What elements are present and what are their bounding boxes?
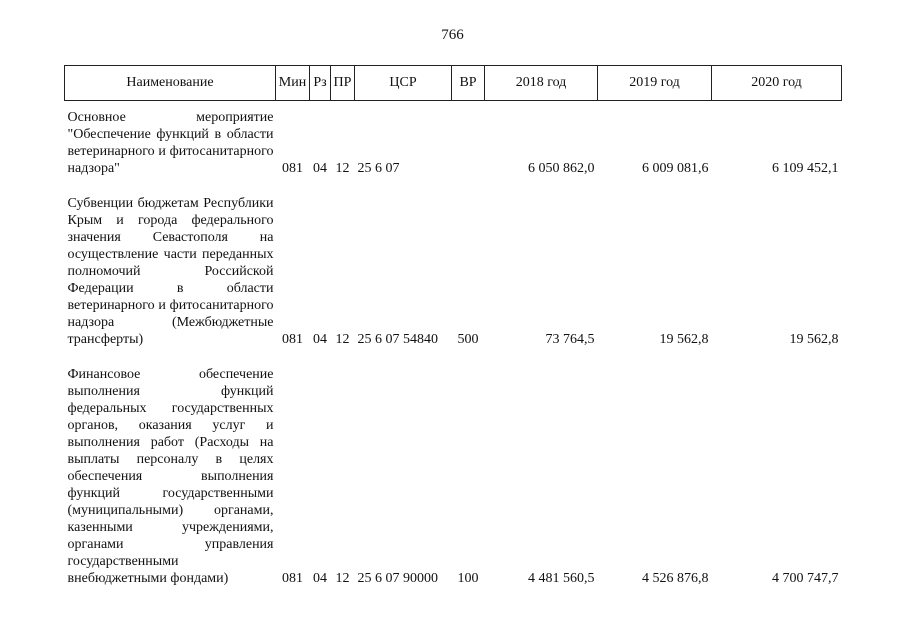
row-min: 081: [282, 161, 303, 176]
row-2019: 6 009 081,6: [642, 161, 709, 176]
row-pr: 12: [335, 332, 350, 347]
row-2019: 4 526 876,8: [642, 571, 709, 586]
header-2019: 2019 год: [598, 66, 712, 101]
row-vr: 500: [457, 332, 479, 347]
page-number: 766: [441, 27, 464, 43]
row-csr: 25 6 07: [357, 161, 400, 176]
row-vr: 100: [457, 571, 479, 586]
table-row: [65, 195, 842, 366]
row-min: 081: [282, 571, 303, 586]
header-vr: ВР: [452, 66, 485, 101]
table-header: [65, 66, 842, 101]
row-2018: 4 481 560,5: [528, 571, 595, 586]
table-row: [65, 366, 842, 587]
row-csr: 25 6 07 54840: [357, 332, 438, 347]
budget-table: [64, 65, 842, 587]
table-row: [65, 101, 842, 196]
header-pr: ПР: [331, 66, 355, 101]
row-name: Финансовое обеспечение выполнения функций федеральных государственных органов, оказания услуг и выполнения работ (Расходы на выплаты персоналу в целях обеспечения выполнения функций государственными (муниципальными) органами, казенными учреждениями, органами управления государственными внебюджетными фондами): [67, 367, 274, 586]
row-min: 081: [282, 332, 303, 347]
header-name: Наименование: [65, 66, 276, 101]
row-2019: 19 562,8: [659, 332, 709, 347]
row-pr: 12: [335, 571, 350, 586]
header-2020: 2020 год: [712, 66, 842, 101]
row-name: Основное мероприятие "Обеспечение функций в области ветеринарного и фитосанитарного надзора": [67, 110, 274, 176]
row-2020: 19 562,8: [789, 332, 839, 347]
row-vr: [452, 101, 485, 196]
row-rz: 04: [313, 161, 327, 176]
row-2020: 4 700 747,7: [772, 571, 839, 586]
row-csr: 25 6 07 90000: [357, 571, 438, 586]
header-rz: Рз: [310, 66, 331, 101]
row-2020: 6 109 452,1: [772, 161, 839, 176]
row-pr: 12: [335, 161, 350, 176]
row-rz: 04: [313, 571, 327, 586]
row-2018: 6 050 862,0: [528, 161, 595, 176]
row-2018: 73 764,5: [545, 332, 595, 347]
header-csr: ЦСР: [355, 66, 452, 101]
header-2018: 2018 год: [485, 66, 598, 101]
row-rz: 04: [313, 332, 327, 347]
header-min: Мин: [276, 66, 310, 101]
row-name: Субвенции бюджетам Республики Крым и города федерального значения Севастополя на осуществление части переданных полномочий Российской Федерации в области ветеринарного и фитосанитарного надзора (Межбюджетные трансферты): [67, 196, 274, 347]
